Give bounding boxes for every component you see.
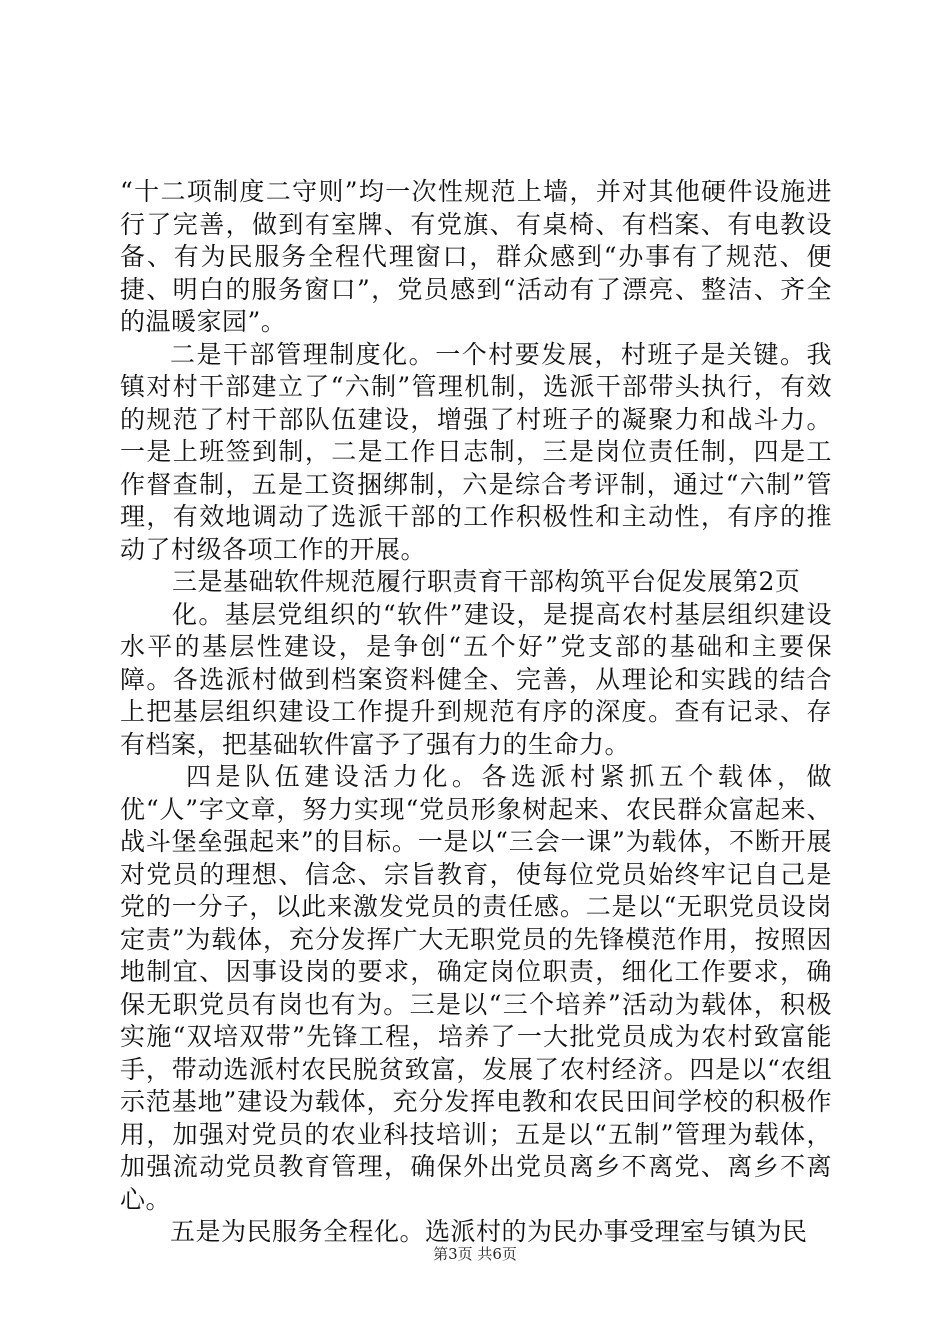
paragraph-cadre-management: 二是干部管理制度化。一个村要发展，村班子是关键。我镇对村干部建立了“六制”管理机制，选派干部带头执行，有效的规范了村干部队伍建设，增强了村班子的凝聚力和战斗力。一是上班签到制，二是工作日志制，三是岗位责任制，四是工作督查制，五是工资捆绑制，六是综合考评制，通过“六制”管理，有效地调动了选派干部的工作积极性和主动性，有序的推动了村级各项工作的开展。 [120, 339, 832, 564]
paragraph-team-building: 四是队伍建设活力化。各选派村紧抓五个载体，做优“人”字文章，努力实现“党员形象树起来、农民群众富起来、战斗堡垒强起来”的目标。一是以“三会一课”为载体，不断开展对党员的理想、信念、宗旨教育，使每位党员始终牢记自己是党的一分子，以此来激发党员的责任感。二是以“无职党员设岗定责”为载体，充分发挥广大无职党员的先锋模范作用，按照因地制宜、因事设岗的要求，确定岗位职责，细化工作要求，确保无职党员有岗也有为。三是以“三个培养”活动为载体，积极实施“双培双带”先锋工程，培养了一大批党员成为农村致富能手，带动选派村农民脱贫致富，发展了农村经济。四是以“农组示范基地”建设为载体，充分发挥电教和农民田间学校的积极作用，加强对党员的农业科技培训；五是以“五制”管理为载体，加强流动党员教育管理，确保外出党员离乡不离党、离乡不离心。 [120, 762, 832, 1214]
page-footer: 第3页 共6页 [433, 1245, 517, 1263]
paragraph-software-standardization: 化。基层党组织的“软件”建设，是提高农村基层组织建设水平的基层性建设，是争创“五个好”党支部的基础和主要保障。各选派村做到档案资料健全、完善，从理论和实践的结合上把基层组织建设工作提升到规范有序的深度。查有记录、存有档案，把基础软件富予了强有力的生命力。 [120, 599, 832, 759]
document-body [120, 176, 832, 1249]
paragraph-public-service: 五是为民服务全程化。选派村的为民办事受理室与镇为民 [170, 1217, 808, 1246]
paragraph-hardware-continued: “十二项制度二守则”均一次性规范上墙，并对其他硬件设施进行了完善，做到有室牌、有党旗、有桌椅、有档案、有电教设备、有为民服务全程代理窗口，群众感到“办事有了规范、便捷、明白的服务窗口”，党员感到“活动有了漂亮、整洁、齐全的温暖家园”。 [120, 177, 832, 336]
paragraph-software-heading: 三是基础软件规范履行职责育干部构筑平台促发展第2页 [172, 567, 801, 596]
